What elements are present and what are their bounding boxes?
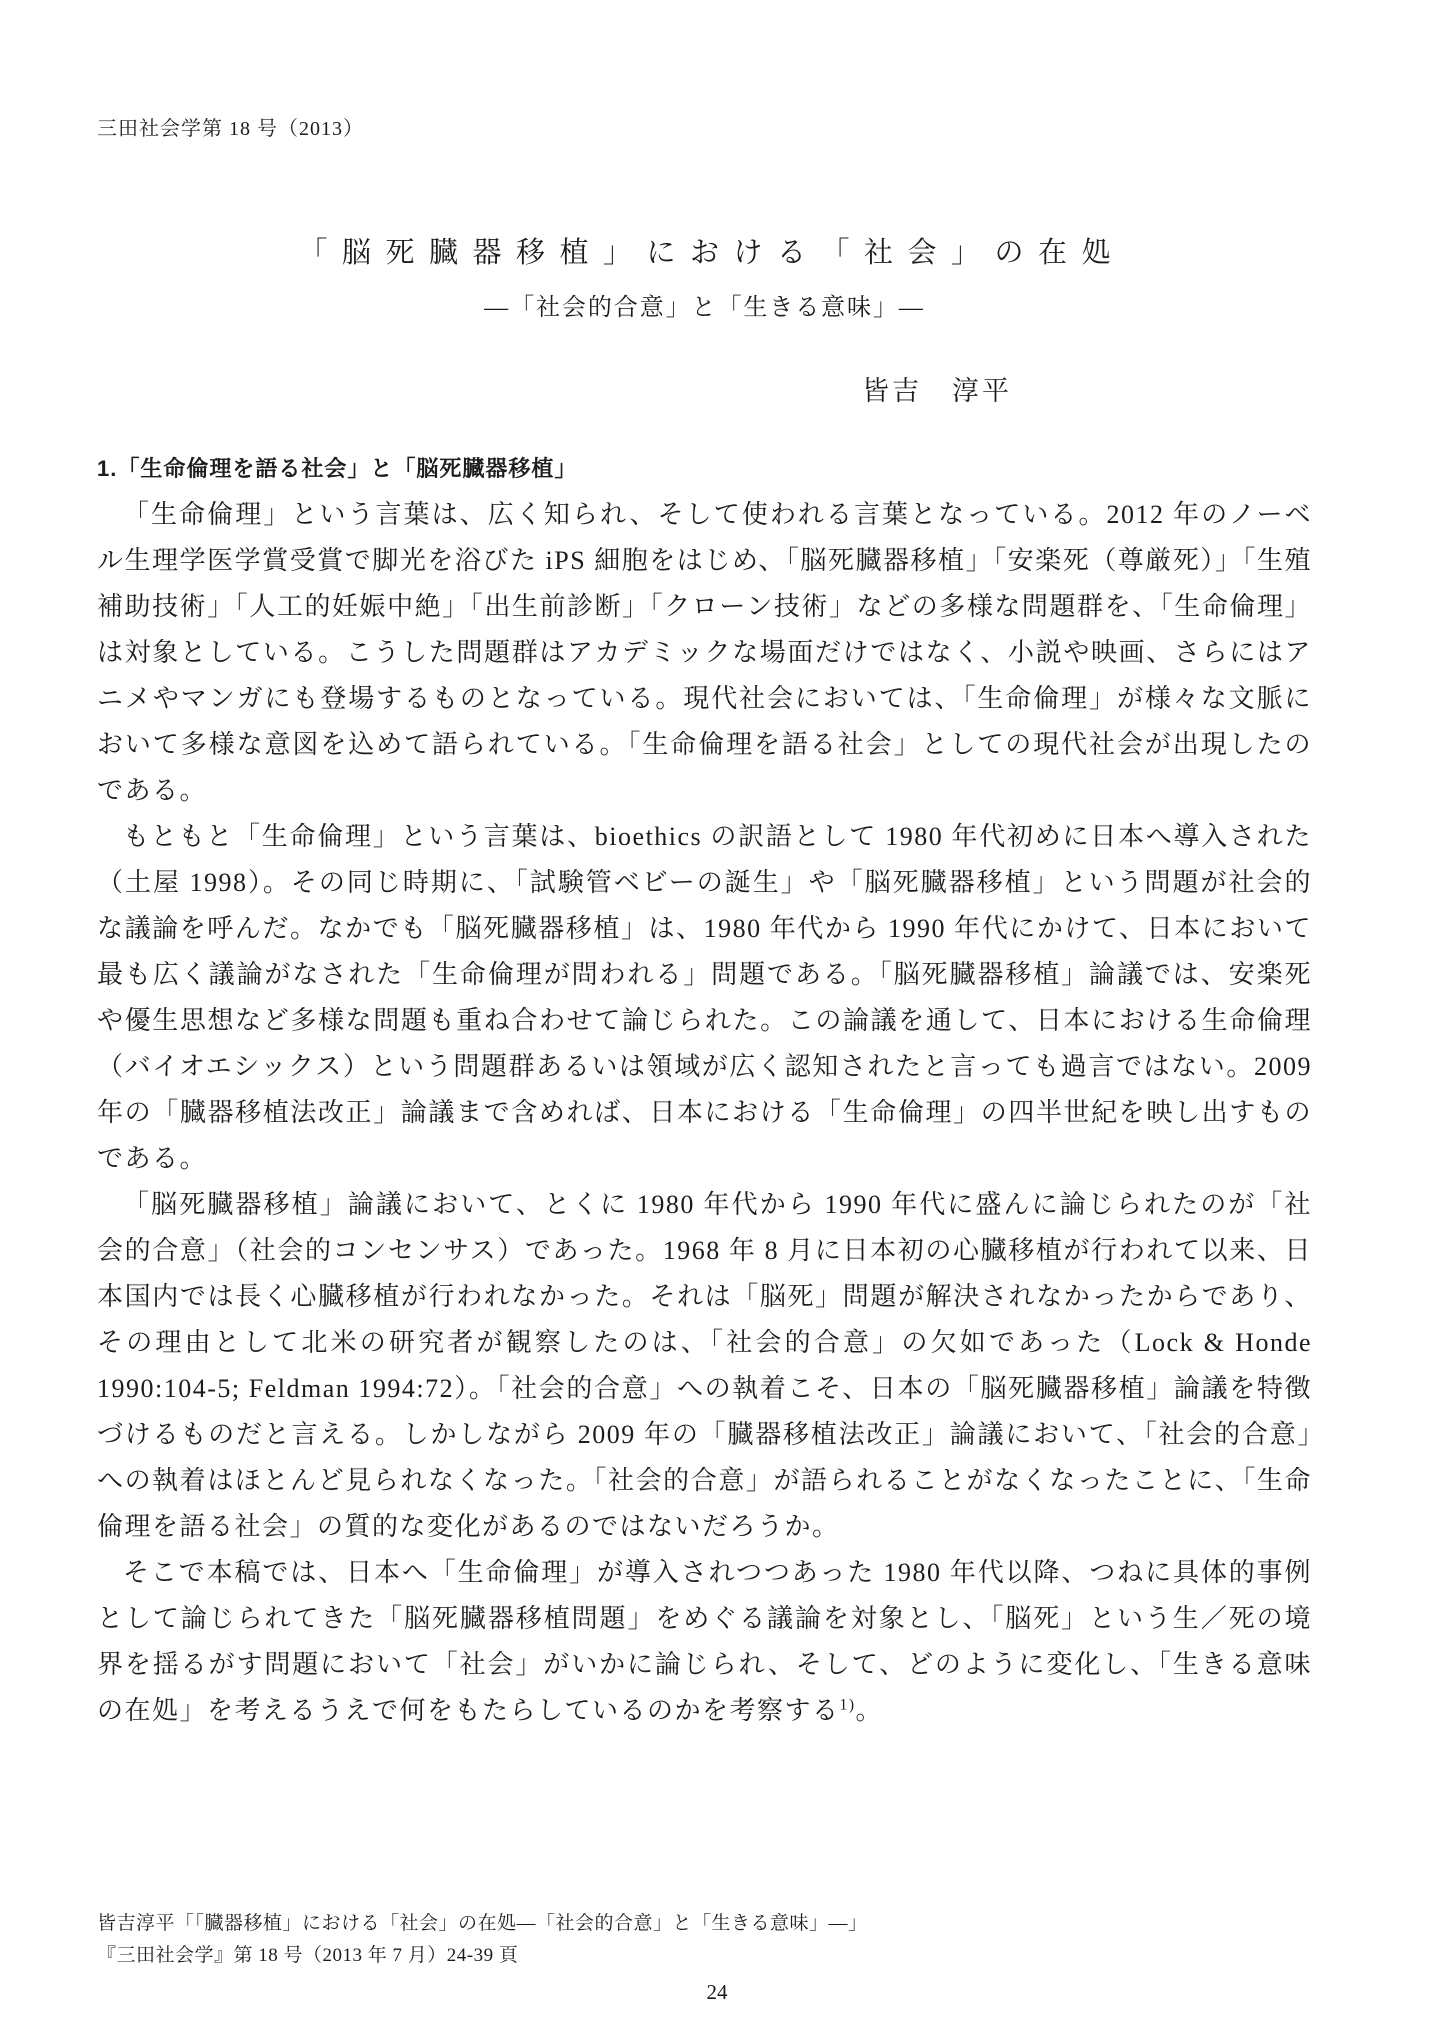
paragraph-4-tail: 。 [855,1696,884,1725]
footnote-ref: 1) [839,1696,856,1714]
paragraph-3: 「脳死臓器移植」論議において、とくに 1980 年代から 1990 年代に盛んに論じられたのが「社会的合意」（社会的コンセンサス）であった。1968 年 8 月に日本初の心臓移植が行われて以来、日本国内では長く心臓移植が行われなかった。それは「脳死」問題が解決されなかったからであり、その理由として北米の研究者が観察したのは、「社会的合意」の欠如であった（Lock & Honde 1990:104-5; Feldman 1994:72）。「社会的合意」への執着こそ、日本の「脳死臓器移植」論議を特徴づけるものだと言える。しかしながら 2009 年の「臓器移植法改正」論議において、「社会的合意」への執着はほとんど見られなくなった。「社会的合意」が語られることがなくなったことに、「生命倫理を語る社会」の質的な変化があるのではないだろうか。 [97,1190,1312,1541]
section-heading: 1.「生命倫理を語る社会」と「脳死臓器移植」 [97,456,578,481]
paragraph-4-text: そこで本稿では、日本へ「生命倫理」が導入されつつあった 1980 年代以降、つねに具体的事例として論じられてきた「脳死臓器移植問題」をめぐる議論を対象とし、「脳死」という生／死の境界を揺るがす問題において「社会」がいかに論じられ、そして、どのように変化し、「生きる意味の在処」を考えるうえで何をもたらしているのかを考察する [97,1558,1312,1725]
citation-line-1: 皆吉淳平「「臓器移植」における「社会」の在処―「社会的合意」と「生きる意味」―」 [97,1913,868,1934]
paragraph-1: 「生命倫理」という言葉は、広く知られ、そして使われる言葉となっている。2012 年のノーベル生理学医学賞受賞で脚光を浴びた iPS 細胞をはじめ、「脳死臓器移植」「安楽死（尊厳死）」「生殖補助技術」「人工的妊娠中絶」「出生前診断」「クローン技術」などの多様な問題群を、「生命倫理」は対象としている。こうした問題群はアカデミックな場面だけではなく、小説や映画、さらにはアニメやマンガにも登場するものとなっている。現代社会においては、「生命倫理」が様々な文脈において多様な意図を込めて語られている。「生命倫理を語る社会」としての現代社会が出現したのである。 [97,500,1312,805]
paper-subtitle: ―「社会的合意」と「生きる意味」― [484,295,925,321]
citation-line-2: 『三田社会学』第 18 号（2013 年 7 月）24-39 頁 [97,1945,519,1966]
page-number: 24 [706,1980,728,2004]
paragraph-4 [97,1550,1312,1734]
journal-header: 三田社会学第 18 号（2013） [97,118,364,140]
body-text [97,492,1312,1734]
author-name: 皆吉 淳平 [862,376,1012,406]
citation-note [97,1908,1312,1972]
paragraph-2: もともと「生命倫理」という言葉は、bioethics の訳語として 1980 年代初めに日本へ導入された（土屋 1998）。その同じ時期に、「試験管ベビーの誕生」や「脳死臓器移植」という問題が社会的な議論を呼んだ。なかでも「脳死臓器移植」は、1980 年代から 1990 年代にかけて、日本において最も広く議論がなされた「生命倫理が問われる」問題である。「脳死臓器移植」論議では、安楽死や優生思想など多様な問題も重ね合わせて論じられた。この論議を通して、日本における生命倫理（バイオエシックス）という問題群あるいは領域が広く認知されたと言っても過言ではない。2009 年の「臓器移植法改正」論議まで含めれば、日本における「生命倫理」の四半世紀を映し出すものである。 [97,822,1312,1173]
paper-title: 「脳死臓器移植」における「社会」の在処 [298,237,1125,269]
